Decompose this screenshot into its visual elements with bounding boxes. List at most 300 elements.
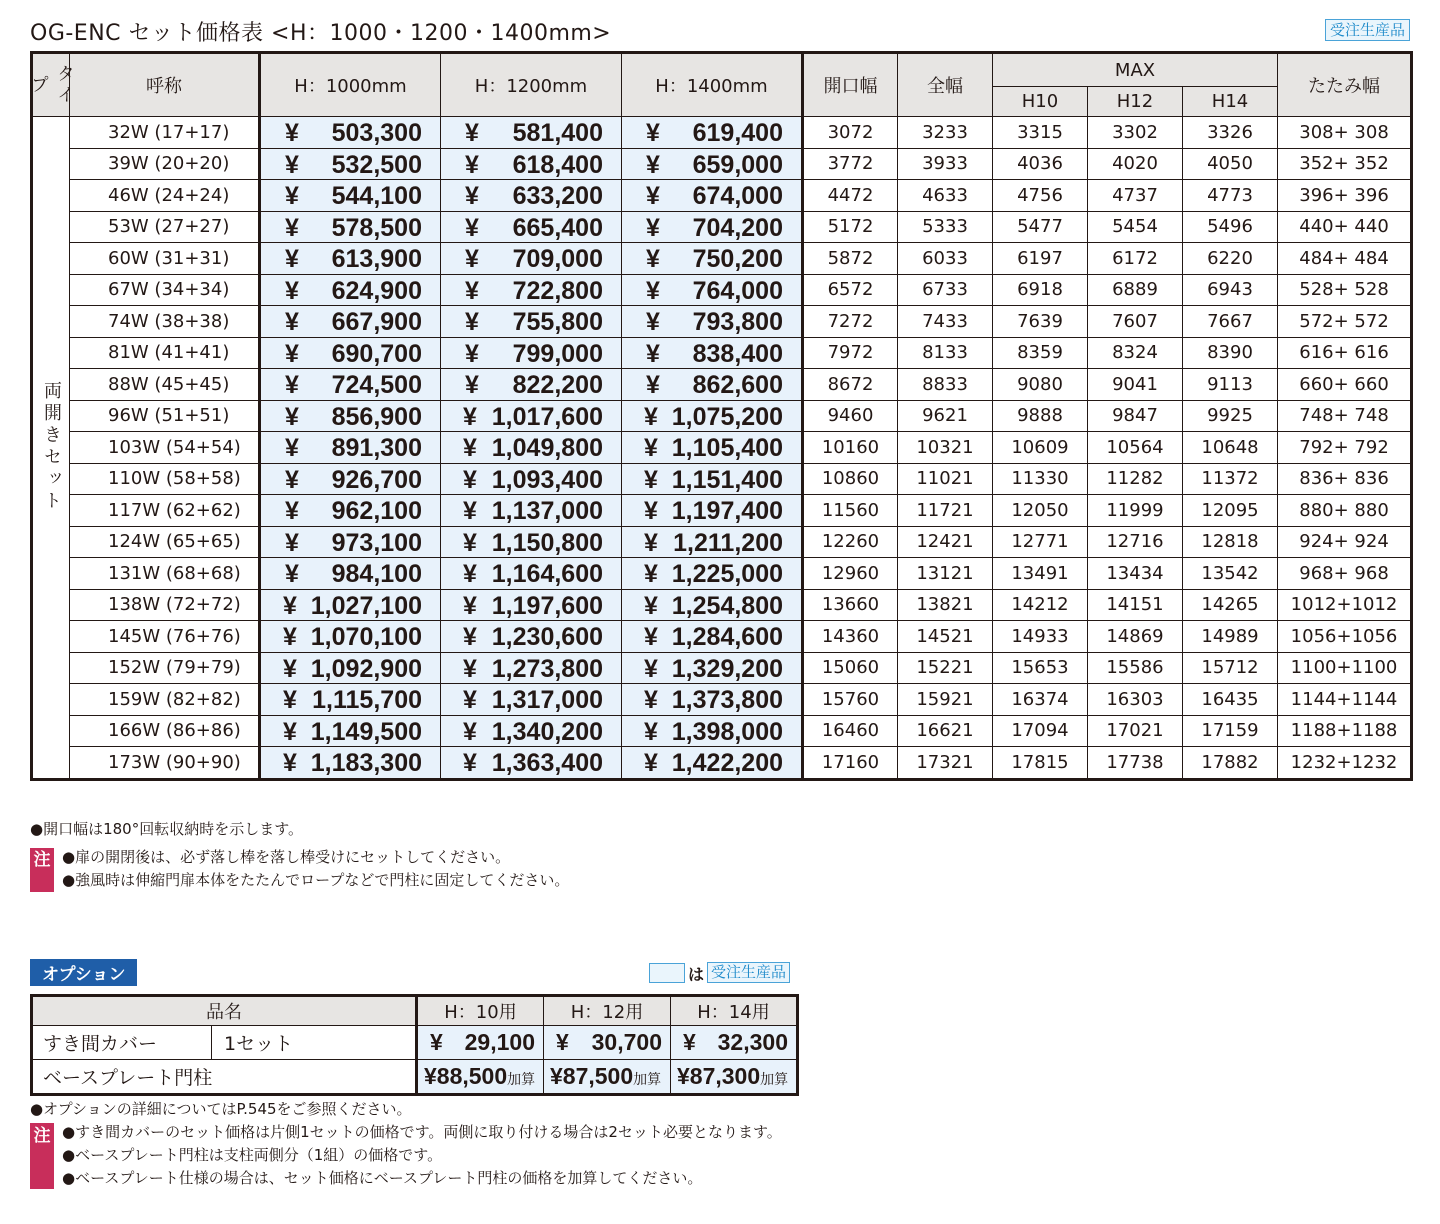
size-cell: 53W (27+27)	[70, 211, 260, 243]
size-cell: 152W (79+79)	[70, 652, 260, 684]
max-h12-cell: 5454	[1088, 211, 1183, 243]
total-width-cell: 4633	[898, 180, 993, 212]
yen-sign: ¥	[646, 182, 660, 210]
price-cell	[622, 652, 803, 684]
max-h12-cell: 7607	[1088, 306, 1183, 338]
table-row	[32, 1060, 798, 1095]
yen-sign: ¥	[644, 434, 658, 462]
price-cell	[260, 400, 441, 432]
table-row	[32, 684, 1412, 716]
folded-width-cell: 484+ 484	[1278, 243, 1412, 275]
yen-sign: ¥	[646, 276, 660, 305]
price-value: ¥88,500	[424, 1063, 508, 1089]
yen-sign: ¥	[463, 717, 477, 746]
header-folded: たたみ幅	[1278, 53, 1412, 117]
opening-note: ●開口幅は180°回転収納時を示します。	[30, 820, 304, 838]
size-cell: 103W (54+54)	[70, 432, 260, 464]
folded-width-cell: 1144+1144	[1278, 684, 1412, 716]
max-h14-cell: 17882	[1183, 747, 1278, 780]
option-price	[544, 1060, 671, 1095]
price-value: ¥87,300	[677, 1063, 761, 1089]
price-value: 1,197,400	[671, 497, 783, 525]
total-width-cell: 11721	[898, 495, 993, 527]
opening-cell: 10860	[803, 463, 898, 495]
yen-sign: ¥	[644, 717, 658, 746]
price-value: 862,600	[692, 371, 783, 399]
folded-width-cell: 528+ 528	[1278, 274, 1412, 306]
price-value: 1,373,800	[671, 686, 783, 714]
size-cell: 96W (51+51)	[70, 400, 260, 432]
table-row	[32, 495, 1412, 527]
caution-note: ●ベースプレート門柱は支柱両側分（1組）の価格です。	[62, 1146, 443, 1164]
price-cell	[622, 432, 803, 464]
add-label: 加算	[760, 1071, 789, 1087]
caution-note: ●扉の開閉後は、必ず落し棒を落し棒受けにセットしてください。	[62, 848, 511, 866]
yen-sign: ¥	[285, 371, 299, 399]
price-value: 1,092,900	[310, 654, 422, 683]
max-h10-cell: 16374	[993, 684, 1088, 716]
yen-sign: ¥	[463, 686, 477, 714]
options-note: ●オプションの詳細についてはP.545をご参照ください。	[30, 1100, 412, 1118]
opening-cell: 4472	[803, 180, 898, 212]
caution-mark: 注	[30, 1123, 54, 1189]
yen-sign: ¥	[430, 1029, 443, 1055]
yen-sign: ¥	[646, 119, 660, 147]
folded-width-cell: 572+ 572	[1278, 306, 1412, 338]
options-label: オプション	[30, 959, 137, 986]
max-h10-cell: 13491	[993, 558, 1088, 590]
header-h1400: H：1400mm	[622, 53, 803, 117]
size-cell: 39W (20+20)	[70, 148, 260, 180]
max-h12-cell: 17021	[1088, 715, 1183, 747]
price-value: 1,329,200	[671, 654, 783, 683]
price-value: 30,700	[591, 1029, 662, 1055]
price-cell	[622, 180, 803, 212]
price-value: 581,400	[512, 119, 603, 147]
opening-cell: 7972	[803, 337, 898, 369]
price-cell	[260, 684, 441, 716]
opening-cell: 3072	[803, 117, 898, 149]
opening-cell: 13660	[803, 589, 898, 621]
price-cell	[622, 463, 803, 495]
price-value: ¥87,500	[550, 1063, 634, 1089]
folded-width-cell: 748+ 748	[1278, 400, 1412, 432]
max-h10-cell: 10609	[993, 432, 1088, 464]
max-h10-cell: 15653	[993, 652, 1088, 684]
price-value: 1,211,200	[673, 528, 783, 557]
yen-sign: ¥	[644, 528, 658, 557]
header-h10: H10	[993, 87, 1088, 117]
price-value: 799,000	[512, 339, 603, 368]
price-value: 722,800	[512, 276, 603, 305]
folded-width-cell: 1188+1188	[1278, 715, 1412, 747]
size-cell: 166W (86+86)	[70, 715, 260, 747]
price-value: 674,000	[692, 182, 783, 210]
yen-sign: ¥	[556, 1029, 569, 1055]
price-cell	[622, 715, 803, 747]
max-h14-cell: 9113	[1183, 369, 1278, 401]
yen-sign: ¥	[285, 182, 299, 210]
yen-sign: ¥	[463, 465, 477, 494]
max-h14-cell: 4050	[1183, 148, 1278, 180]
max-h12-cell: 6172	[1088, 243, 1183, 275]
options-caution-notes	[62, 1121, 782, 1190]
yen-sign: ¥	[646, 245, 660, 273]
opt-header-name: 品名	[32, 996, 417, 1026]
yen-sign: ¥	[283, 623, 297, 651]
price-cell	[622, 495, 803, 527]
price-value: 618,400	[512, 150, 603, 179]
total-width-cell: 3233	[898, 117, 993, 149]
price-cell	[260, 243, 441, 275]
max-h12-cell: 15586	[1088, 652, 1183, 684]
price-cell	[260, 369, 441, 401]
price-cell	[260, 526, 441, 558]
opening-cell: 15060	[803, 652, 898, 684]
opening-cell: 5872	[803, 243, 898, 275]
table-row	[32, 432, 1412, 464]
yen-sign: ¥	[463, 402, 477, 431]
price-value: 984,100	[331, 560, 422, 588]
folded-width-cell: 1100+1100	[1278, 652, 1412, 684]
yen-sign: ¥	[285, 434, 299, 462]
option-qty: 1セット	[212, 1026, 417, 1060]
price-value: 764,000	[692, 276, 783, 305]
folded-width-cell: 396+ 396	[1278, 180, 1412, 212]
price-cell	[441, 180, 622, 212]
opening-cell: 16460	[803, 715, 898, 747]
price-value: 793,800	[692, 308, 783, 336]
size-cell: 81W (41+41)	[70, 337, 260, 369]
price-cell	[441, 558, 622, 590]
opt-header-h12: H：12用	[544, 996, 671, 1026]
header-type: タイプ	[32, 53, 70, 117]
page-title: OG-ENC セット価格表 <H：1000・1200・1400mm>	[30, 21, 612, 46]
price-cell	[260, 463, 441, 495]
size-cell: 74W (38+38)	[70, 306, 260, 338]
folded-width-cell: 968+ 968	[1278, 558, 1412, 590]
option-price	[417, 1026, 544, 1060]
price-cell	[622, 621, 803, 653]
max-h14-cell: 7667	[1183, 306, 1278, 338]
price-cell	[260, 306, 441, 338]
opening-cell: 10160	[803, 432, 898, 464]
price-cell	[441, 684, 622, 716]
max-h14-cell: 8390	[1183, 337, 1278, 369]
price-cell	[622, 306, 803, 338]
caution-note: ●ベースプレート仕様の場合は、セット価格にベースプレート門柱の価格を加算してください。	[62, 1169, 703, 1187]
yen-sign: ¥	[646, 371, 660, 399]
folded-width-cell: 616+ 616	[1278, 337, 1412, 369]
total-width-cell: 7433	[898, 306, 993, 338]
max-h14-cell: 12818	[1183, 526, 1278, 558]
max-h10-cell: 12050	[993, 495, 1088, 527]
price-cell	[622, 684, 803, 716]
max-h12-cell: 4020	[1088, 148, 1183, 180]
total-width-cell: 6733	[898, 274, 993, 306]
yen-sign: ¥	[283, 686, 297, 714]
max-h10-cell: 17094	[993, 715, 1088, 747]
yen-sign: ¥	[283, 591, 297, 620]
option-price	[671, 1026, 798, 1060]
price-cell	[622, 211, 803, 243]
max-h14-cell: 4773	[1183, 180, 1278, 212]
yen-sign: ¥	[646, 213, 660, 242]
yen-sign: ¥	[285, 528, 299, 557]
add-label: 加算	[507, 1071, 536, 1087]
yen-sign: ¥	[644, 623, 658, 651]
price-value: 891,300	[331, 434, 422, 462]
price-value: 1,197,600	[491, 591, 603, 620]
size-cell: 67W (34+34)	[70, 274, 260, 306]
table-row	[32, 463, 1412, 495]
max-h14-cell: 13542	[1183, 558, 1278, 590]
total-width-cell: 15921	[898, 684, 993, 716]
yen-sign: ¥	[285, 560, 299, 588]
max-h10-cell: 8359	[993, 337, 1088, 369]
size-cell: 32W (17+17)	[70, 117, 260, 149]
price-value: 1,254,800	[671, 591, 783, 620]
yen-sign: ¥	[463, 434, 477, 462]
price-cell	[622, 589, 803, 621]
max-h10-cell: 3315	[993, 117, 1088, 149]
yen-sign: ¥	[463, 654, 477, 683]
price-value: 578,500	[331, 213, 422, 242]
price-cell	[441, 495, 622, 527]
caution-note: ●すき間カバーのセット価格は片側1セットの価格です。両側に取り付ける場合は2セット必要となります。	[62, 1123, 782, 1141]
yen-sign: ¥	[644, 749, 658, 777]
table-row	[32, 274, 1412, 306]
price-value: 690,700	[331, 339, 422, 368]
price-value: 1,149,500	[310, 717, 422, 746]
price-cell	[441, 621, 622, 653]
price-cell	[441, 432, 622, 464]
yen-sign: ¥	[463, 623, 477, 651]
price-value: 1,075,200	[671, 402, 783, 431]
total-width-cell: 13121	[898, 558, 993, 590]
total-width-cell: 16621	[898, 715, 993, 747]
yen-sign: ¥	[463, 749, 477, 777]
folded-width-cell: 660+ 660	[1278, 369, 1412, 401]
option-name: すき間カバー	[32, 1026, 212, 1060]
max-h12-cell: 17738	[1088, 747, 1183, 780]
add-label: 加算	[633, 1071, 662, 1087]
max-h12-cell: 11282	[1088, 463, 1183, 495]
opening-cell: 8672	[803, 369, 898, 401]
yen-sign: ¥	[465, 213, 479, 242]
table-row	[32, 558, 1412, 590]
opening-cell: 12260	[803, 526, 898, 558]
total-width-cell: 11021	[898, 463, 993, 495]
folded-width-cell: 1012+1012	[1278, 589, 1412, 621]
price-value: 1,363,400	[491, 749, 603, 777]
size-cell: 110W (58+58)	[70, 463, 260, 495]
price-cell	[622, 274, 803, 306]
max-h14-cell: 14265	[1183, 589, 1278, 621]
price-cell	[441, 589, 622, 621]
price-value: 1,398,000	[671, 717, 783, 746]
option-price	[417, 1060, 544, 1095]
price-cell	[441, 652, 622, 684]
total-width-cell: 3933	[898, 148, 993, 180]
folded-width-cell: 880+ 880	[1278, 495, 1412, 527]
price-cell	[622, 337, 803, 369]
price-cell	[260, 747, 441, 780]
yen-sign: ¥	[285, 245, 299, 273]
yen-sign: ¥	[644, 560, 658, 588]
size-cell: 131W (68+68)	[70, 558, 260, 590]
opt-header-h14: H：14用	[671, 996, 798, 1026]
yen-sign: ¥	[285, 497, 299, 525]
max-h12-cell: 14869	[1088, 621, 1183, 653]
price-cell	[260, 337, 441, 369]
yen-sign: ¥	[465, 276, 479, 305]
folded-width-cell: 792+ 792	[1278, 432, 1412, 464]
opening-cell: 17160	[803, 747, 898, 780]
max-h14-cell: 6943	[1183, 274, 1278, 306]
price-cell	[622, 526, 803, 558]
price-cell	[441, 306, 622, 338]
size-cell: 145W (76+76)	[70, 621, 260, 653]
yen-sign: ¥	[463, 528, 477, 557]
price-value: 838,400	[692, 339, 783, 368]
max-h12-cell: 8324	[1088, 337, 1183, 369]
price-table	[30, 51, 1413, 781]
size-cell: 173W (90+90)	[70, 747, 260, 780]
price-cell	[260, 652, 441, 684]
total-width-cell: 5333	[898, 211, 993, 243]
price-cell	[260, 180, 441, 212]
yen-sign: ¥	[683, 1029, 696, 1055]
yen-sign: ¥	[644, 465, 658, 494]
price-cell	[622, 117, 803, 149]
caution-note: ●強風時は伸縮門扉本体をたたんでロープなどで門柱に固定してください。	[62, 871, 570, 889]
price-cell	[441, 400, 622, 432]
price-value: 1,115,700	[312, 686, 422, 714]
yen-sign: ¥	[283, 717, 297, 746]
price-value: 544,100	[331, 182, 422, 210]
max-h14-cell: 3326	[1183, 117, 1278, 149]
table-row	[32, 715, 1412, 747]
max-h14-cell: 11372	[1183, 463, 1278, 495]
price-value: 665,400	[512, 213, 603, 242]
max-h10-cell: 5477	[993, 211, 1088, 243]
price-cell	[260, 117, 441, 149]
max-h14-cell: 12095	[1183, 495, 1278, 527]
yen-sign: ¥	[644, 654, 658, 683]
option-name: ベースプレート門柱	[32, 1060, 417, 1095]
max-h12-cell: 16303	[1088, 684, 1183, 716]
price-value: 29,100	[464, 1029, 535, 1055]
price-cell	[441, 747, 622, 780]
yen-sign: ¥	[646, 308, 660, 336]
max-h14-cell: 16435	[1183, 684, 1278, 716]
yen-sign: ¥	[283, 749, 297, 777]
option-price	[671, 1060, 798, 1095]
price-value: 856,900	[331, 402, 422, 431]
price-cell	[441, 526, 622, 558]
price-value: 750,200	[692, 245, 783, 273]
price-value: 926,700	[331, 465, 422, 494]
options-table	[30, 994, 799, 1096]
max-h10-cell: 6197	[993, 243, 1088, 275]
made-to-order-badge: 受注生産品	[1325, 19, 1410, 41]
opening-cell: 6572	[803, 274, 898, 306]
price-cell	[622, 369, 803, 401]
price-value: 1,225,000	[671, 560, 783, 588]
yen-sign: ¥	[465, 339, 479, 368]
price-cell	[260, 715, 441, 747]
yen-sign: ¥	[285, 308, 299, 336]
total-width-cell: 12421	[898, 526, 993, 558]
price-value: 1,230,600	[491, 623, 603, 651]
total-width-cell: 8833	[898, 369, 993, 401]
header-max: MAX	[993, 53, 1278, 87]
price-value: 962,100	[331, 497, 422, 525]
total-width-cell: 8133	[898, 337, 993, 369]
max-h10-cell: 4756	[993, 180, 1088, 212]
max-h10-cell: 4036	[993, 148, 1088, 180]
price-cell	[441, 211, 622, 243]
price-cell	[441, 337, 622, 369]
yen-sign: ¥	[463, 591, 477, 620]
opening-cell: 7272	[803, 306, 898, 338]
yen-sign: ¥	[463, 560, 477, 588]
yen-sign: ¥	[644, 591, 658, 620]
max-h10-cell: 17815	[993, 747, 1088, 780]
yen-sign: ¥	[465, 245, 479, 273]
caution-notes	[62, 846, 569, 892]
price-cell	[441, 117, 622, 149]
max-h10-cell: 7639	[993, 306, 1088, 338]
yen-sign: ¥	[285, 150, 299, 179]
opt-header-h10: H：10用	[417, 996, 544, 1026]
header-h14: H14	[1183, 87, 1278, 117]
max-h12-cell: 14151	[1088, 589, 1183, 621]
table-row	[32, 747, 1412, 780]
price-cell	[622, 558, 803, 590]
total-width-cell: 6033	[898, 243, 993, 275]
yen-sign: ¥	[463, 497, 477, 525]
yen-sign: ¥	[644, 497, 658, 525]
opening-cell: 5172	[803, 211, 898, 243]
price-value: 1,422,200	[671, 749, 783, 777]
max-h10-cell: 14933	[993, 621, 1088, 653]
max-h14-cell: 14989	[1183, 621, 1278, 653]
max-h10-cell: 9888	[993, 400, 1088, 432]
folded-width-cell: 440+ 440	[1278, 211, 1412, 243]
yen-sign: ¥	[285, 276, 299, 305]
max-h12-cell: 12716	[1088, 526, 1183, 558]
total-width-cell: 17321	[898, 747, 993, 780]
price-value: 667,900	[331, 308, 422, 336]
opening-cell: 15760	[803, 684, 898, 716]
size-cell: 159W (82+82)	[70, 684, 260, 716]
max-h10-cell: 9080	[993, 369, 1088, 401]
total-width-cell: 10321	[898, 432, 993, 464]
legend-swatch	[649, 963, 685, 983]
table-row	[32, 117, 1412, 149]
price-value: 1,273,800	[491, 654, 603, 683]
yen-sign: ¥	[285, 402, 299, 431]
price-cell	[441, 274, 622, 306]
size-cell: 124W (65+65)	[70, 526, 260, 558]
price-value: 1,183,300	[310, 749, 422, 777]
type-label: 両開きセット	[32, 117, 70, 780]
table-row	[32, 400, 1412, 432]
price-value: 624,900	[331, 276, 422, 305]
yen-sign: ¥	[285, 119, 299, 147]
